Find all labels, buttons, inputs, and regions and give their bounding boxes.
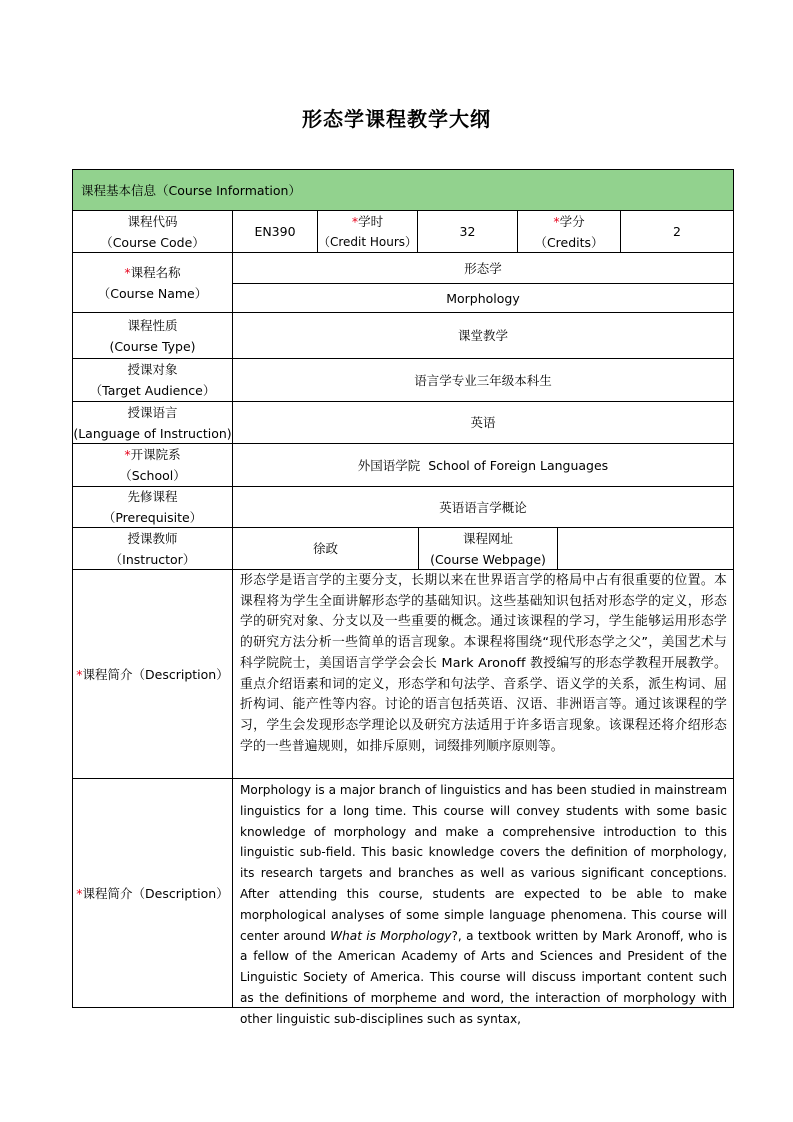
target-audience-label-cn: 授课对象: [127, 362, 178, 377]
course-name-label-cn: 课程名称: [130, 264, 181, 280]
course-name-en: [232, 283, 734, 313]
description-cn-label: [72, 569, 233, 779]
credits-label-cn: 学分: [559, 213, 585, 229]
course-code-label: [72, 210, 233, 253]
required-star: *: [124, 447, 131, 462]
instructor-label: [72, 527, 233, 570]
language-value: [232, 401, 734, 444]
webpage-label-en: (Course Webpage): [430, 551, 546, 567]
credits-value: [620, 210, 734, 253]
description-cn-label-text: 课程简介（Description）: [82, 666, 229, 682]
target-audience-label: [72, 358, 233, 402]
target-audience-value-text: 语言学专业三年级本科生: [414, 372, 552, 388]
course-code-label-en: （Course Code）: [100, 234, 205, 250]
page-title: 形态学课程教学大纲: [302, 107, 491, 131]
description-en-label: [72, 778, 233, 1008]
description-cn-paragraph: 形态学是语言学的主要分支，长期以来在世界语言学的格局中占有很重要的位置。本课程将为学生全面讲解形态学的基础知识。这些基础知识包括对形态学的定义，形态学的研究对象、分支以及一些重要的概念。通过该课程的学习，学生能够运用形态学的研究方法分析一些简单的语言现象。本课程将围绕“现代形态学之父”，美国艺术与科学院院士，美国语言学学会会长 Mark Aronoff 教授编写的形态学教程开展教学。重点介绍语素和词的定义，形态学和句法学、音系学、语义学的关系，派生构词、屈折构词、能产性等内容。讨论的语言包括英语、汉语、非洲语言等。通过该课程的学习，学生会发现形态学理论以及研究方法适用于许多语言现象。该课程还将介绍形态学的一些普遍规则，如排斥原则，词缀排列顺序原则等。: [240, 573, 727, 754]
target-audience-label-en: （Target Audience）: [89, 383, 216, 398]
credit-hours-value-text: 32: [459, 224, 476, 239]
required-star: *: [124, 264, 131, 280]
course-code-label-cn: 课程代码: [127, 213, 178, 229]
school-label: [72, 443, 233, 487]
description-en-text: [232, 778, 734, 1026]
prerequisite-label: [72, 486, 233, 528]
school-label-cn: 开课院系: [130, 447, 181, 462]
language-label-en: (Language of Instruction): [73, 425, 232, 441]
webpage-label-cn: 课程网址: [462, 530, 513, 546]
language-label-cn: 授课语言: [127, 404, 178, 420]
description-en-before: Morphology is a major branch of linguistics and has been studied in mainstream linguistics for a long time. This course will convey students with some basic knowledge of morphology and make a comprehensive introduction to this linguistic sub-field. This basic knowledge covers the definition of morphology, its research targets and branches as well as various significant conceptions. After attending this course, students are expected to be able to make morphological analyses of some simple language phenomena. This course will center around: [240, 783, 727, 943]
credit-hours-label: [317, 210, 418, 253]
course-type-label: [72, 312, 233, 359]
credit-hours-value: [417, 210, 518, 253]
instructor-value: [232, 527, 419, 570]
course-name-cn: [232, 252, 734, 284]
course-type-value-text: 课堂教学: [457, 328, 508, 343]
description-en-label-text: 课程简介（Description）: [82, 885, 229, 901]
school-value: [232, 443, 734, 487]
prerequisite-label-cn: 先修课程: [127, 489, 178, 504]
school-value-text: 外国语学院 School of Foreign Languages: [357, 457, 609, 473]
prerequisite-value-text: 英语语言学概论: [439, 499, 527, 515]
language-value-text: 英语: [470, 415, 496, 430]
credits-label-en: （Credits）: [534, 234, 604, 250]
course-code-value: [232, 210, 318, 253]
course-name-label-en: （Course Name）: [97, 285, 208, 301]
course-name-cn-text: 形态学: [464, 260, 502, 276]
book-title: What is Morphology: [330, 928, 452, 943]
required-star: *: [76, 885, 83, 901]
instructor-label-cn: 授课教师: [127, 530, 178, 546]
credits-label: [517, 210, 621, 253]
credit-hours-label-cn: 学时: [358, 213, 384, 229]
required-star: *: [76, 666, 83, 682]
description-en-paragraph: [240, 780, 727, 1030]
required-star: *: [553, 213, 560, 229]
description-en-after: ?, a textbook written by Mark Aronoff, who is a fellow of the American Academy of Arts and Sciences and President of the Linguistic Society of America. This course will discuss important content such as the definitions of morpheme and word, the interaction of morphology with other linguistic sub-disciplines such as syntax,: [240, 928, 728, 1026]
target-audience-value: [232, 358, 734, 402]
webpage-label: [418, 527, 558, 570]
required-star: *: [351, 213, 359, 229]
school-label-en: （School）: [119, 468, 186, 483]
course-name-label: [72, 252, 233, 313]
prerequisite-value: [232, 486, 734, 528]
credit-hours-label-en: （Credit Hours）: [318, 234, 418, 249]
course-type-value: [232, 312, 734, 359]
section-header: [72, 169, 734, 211]
instructor-value-text: 徐政: [312, 541, 338, 556]
course-code-value-text: EN390: [254, 224, 296, 239]
credits-value-text: 2: [673, 224, 681, 239]
section-header-text: 课程基本信息（Course Information）: [81, 182, 301, 198]
course-name-en-text: Morphology: [446, 290, 520, 306]
webpage-value: [557, 527, 734, 570]
course-type-label-cn: 课程性质: [127, 317, 178, 333]
prerequisite-label-en: （Prerequisite）: [102, 510, 203, 525]
language-label: [72, 401, 233, 444]
instructor-label-en: （Instructor）: [109, 551, 196, 567]
course-type-label-en: (Course Type): [109, 338, 196, 354]
description-cn-text: [232, 569, 734, 779]
